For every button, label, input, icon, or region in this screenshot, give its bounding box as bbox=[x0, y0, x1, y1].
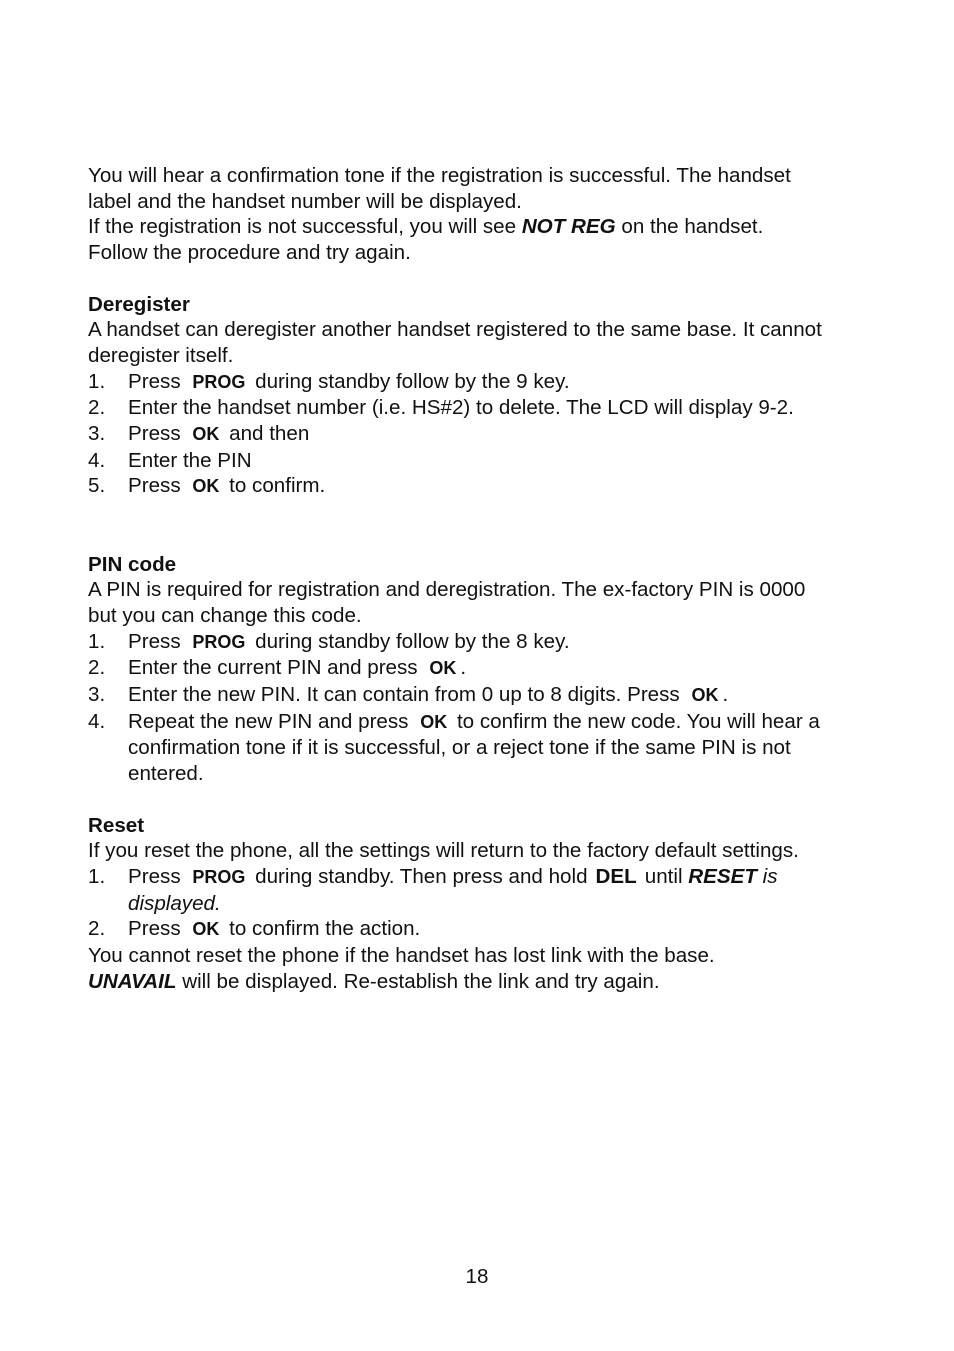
intro-failure-paragraph: If the registration is not successful, you will see NOT REG on the handset. Follow the procedure and try again. bbox=[88, 215, 764, 265]
deregister-heading: Deregister bbox=[88, 292, 190, 316]
ok-key-label: OK bbox=[429, 658, 457, 679]
ok-key-label: OK bbox=[691, 685, 719, 706]
reset-steps bbox=[88, 864, 828, 943]
reset-description: If you reset the phone, all the settings will return to the factory default settings. bbox=[88, 839, 799, 863]
not-reg-display-text: NOT REG bbox=[521, 215, 616, 239]
list-item: 1. Press PROG during standby follow by the 8 key. bbox=[88, 629, 570, 653]
list-item: 1. Press PROG during standby follow by the 9 key. bbox=[88, 369, 570, 393]
list-item: 3. Enter the new PIN. It can contain from 0 up to 8 digits. Press OK . bbox=[88, 683, 729, 707]
pin-code-description: A PIN is required for registration and deregistration. The ex-factory PIN is 0000 but you can change this code. bbox=[88, 578, 806, 627]
del-key-label: DEL bbox=[595, 864, 637, 888]
reset-note: You cannot reset the phone if the handset has lost link with the base. bbox=[88, 944, 715, 968]
page-number: 18 bbox=[465, 1265, 489, 1288]
prog-key-label: PROG bbox=[192, 866, 246, 887]
pin-code-steps bbox=[88, 629, 828, 787]
list-item: 2. Press OK to confirm the action. bbox=[88, 917, 421, 941]
list-item: 1. Press PROG during standby. Then press and hold DEL until RESET is displayed. bbox=[88, 864, 778, 915]
deregister-steps bbox=[88, 369, 828, 501]
list-item: 2. Enter the handset number (i.e. HS#2) to delete. The LCD will display 9-2. bbox=[88, 396, 794, 420]
ok-key-label: OK bbox=[192, 424, 220, 445]
reset-heading: Reset bbox=[88, 813, 145, 837]
list-item: 2. Enter the current PIN and press OK . bbox=[88, 656, 467, 680]
prog-key-label: PROG bbox=[192, 631, 246, 652]
list-item: 5. Press OK to confirm. bbox=[88, 474, 326, 498]
list-item: 3. Press OK and then bbox=[88, 422, 310, 446]
list-item: 4. Repeat the new PIN and press OK to confirm the new code. You will hear a confirmation tone if it is successful, or a reject tone if the same PIN is not entered. bbox=[88, 709, 820, 786]
unavail-display-text: UNAVAIL bbox=[88, 969, 177, 993]
ok-key-label: OK bbox=[420, 711, 448, 732]
intro-paragraph: You will hear a confirmation tone if the registration is successful. The handset label and the handset number will be displayed. bbox=[88, 164, 791, 213]
pin-code-heading: PIN code bbox=[88, 552, 177, 576]
ok-key-label: OK bbox=[192, 476, 220, 497]
deregister-description: A handset can deregister another handset registered to the same base. It cannot deregister itself. bbox=[88, 318, 822, 367]
ok-key-label: OK bbox=[192, 919, 220, 940]
manual-page bbox=[88, 163, 828, 994]
list-item: 4. Enter the PIN bbox=[88, 448, 252, 472]
unavail-note: UNAVAIL will be displayed. Re-establish the link and try again. bbox=[88, 969, 660, 993]
reset-display-text: RESET bbox=[688, 864, 757, 888]
prog-key-label: PROG bbox=[192, 371, 246, 392]
